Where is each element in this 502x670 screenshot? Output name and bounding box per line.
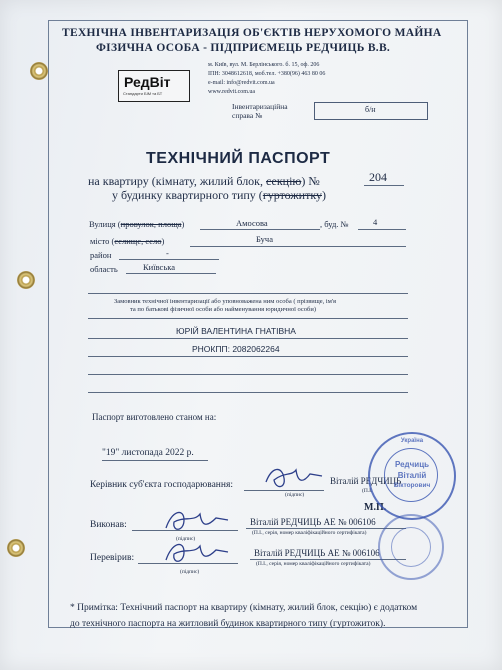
handwritten-signature: [262, 462, 332, 492]
performer-label: Виконав:: [90, 520, 127, 530]
checker-name: Віталій РЕДЧИЦЬ АЕ № 006106: [254, 548, 380, 558]
contact-web: www.redvit.com.ua: [208, 89, 256, 95]
inventory-value: б/н: [365, 105, 376, 114]
performer-name: Віталій РЕДЧИЦЬ АЕ № 006106: [250, 517, 376, 527]
district-value: -: [166, 248, 169, 258]
header-line-2: ФІЗИЧНА ОСОБА - ПІДПРИЄМЕЦЬ РЕДЧИЦЬ В.В.: [96, 42, 391, 54]
stamp-mp-label: М.П.: [364, 502, 387, 513]
city-label: місто (селище, село): [90, 236, 165, 246]
street-label: Вулиця (провулок, площа): [89, 219, 185, 229]
district-label: район: [90, 250, 112, 260]
title-subtitle-1: на квартиру (кімнату, жилий блок, секцію) №: [88, 174, 320, 188]
binder-hole: [7, 539, 25, 557]
owner-note-2: та по батькові фізичної особи або найменування юридичної особи): [130, 306, 317, 313]
inventory-label: Інвентаризаційна: [232, 102, 288, 111]
performer-caption: (П.І., серія, номер кваліфікаційного сертифіката): [252, 530, 367, 536]
head-sign-caption: (підпис): [285, 492, 305, 498]
checker-label: Перевірив:: [90, 553, 135, 563]
contact-ipn: ІПН: 3048612618, моб.тел. +380(96) 463 80 06: [208, 71, 326, 77]
binder-hole: [17, 271, 35, 289]
handwritten-signature: [160, 504, 234, 536]
region-label: область: [90, 264, 118, 274]
official-stamp: Україна Редчиць Віталій Вікторович: [368, 432, 456, 520]
head-name-caption: (П.І.: [362, 488, 373, 494]
owner-note-1: Замовник технічної інвентаризації або уповноважена ним особа ( прізвище, ім'я: [114, 298, 337, 305]
inventory-box: [314, 102, 428, 120]
date-day: "19": [102, 448, 120, 458]
date-label: Паспорт виготовлено станом на:: [92, 412, 217, 422]
title-subtitle-2: у будинку квартирного типу (гуртожитку): [112, 188, 326, 202]
house-label: , буд. №: [320, 219, 349, 229]
checker-sign-caption: (підпис): [180, 569, 200, 575]
company-logo: [118, 70, 190, 102]
footnote-line-2: до технічного паспорта на житловий будинок квартирного типу (гуртожиток).: [70, 619, 386, 629]
contact-email: e-mail: info@redvit.com.ua: [208, 80, 275, 86]
region-value: Київська: [143, 262, 175, 272]
checker-caption: (П.І., серія, номер кваліфікаційного сертифіката): [256, 561, 371, 567]
apartment-number: 204: [369, 170, 387, 184]
logo-tagline: Стандарти БІМ та БТ: [123, 91, 163, 96]
logo-name: РедВіт: [124, 74, 171, 90]
head-label: Керівник суб'єкта господарювання:: [90, 480, 233, 490]
owner-name: ЮРІЙ ВАЛЕНТИНА ГНАТІВНА: [176, 326, 296, 336]
date-month: листопада: [121, 448, 163, 458]
street-value: Амосова: [236, 218, 268, 228]
official-stamp: [378, 514, 444, 580]
head-name: Віталій РЕДЧИЦЬ: [330, 476, 402, 486]
header-line-1: ТЕХНІЧНА ІНВЕНТАРИЗАЦІЯ ОБ'ЄКТІВ НЕРУХОМОГО МАЙНА: [62, 27, 442, 39]
contact-address: м. Київ, вул. М. Берлінського. б. 15, оф. 206: [208, 62, 320, 68]
document-title: ТЕХНІЧНИЙ ПАСПОРТ: [146, 150, 331, 167]
performer-sign-caption: (підпис): [176, 536, 196, 542]
date-value: [102, 448, 194, 458]
owner-rnokpp: РНОКПП: 2082062264: [192, 344, 280, 354]
footnote-line-1: * Примітка: Технічний паспорт на квартиру (кімнату, жилий блок, секцію) є додатком: [70, 603, 418, 613]
date-year: 2022 р.: [165, 448, 194, 458]
binder-hole: [30, 62, 48, 80]
inventory-label-2: справа №: [232, 111, 263, 120]
handwritten-signature: [160, 536, 234, 568]
city-value: Буча: [256, 234, 273, 244]
house-value: 4: [373, 217, 378, 227]
